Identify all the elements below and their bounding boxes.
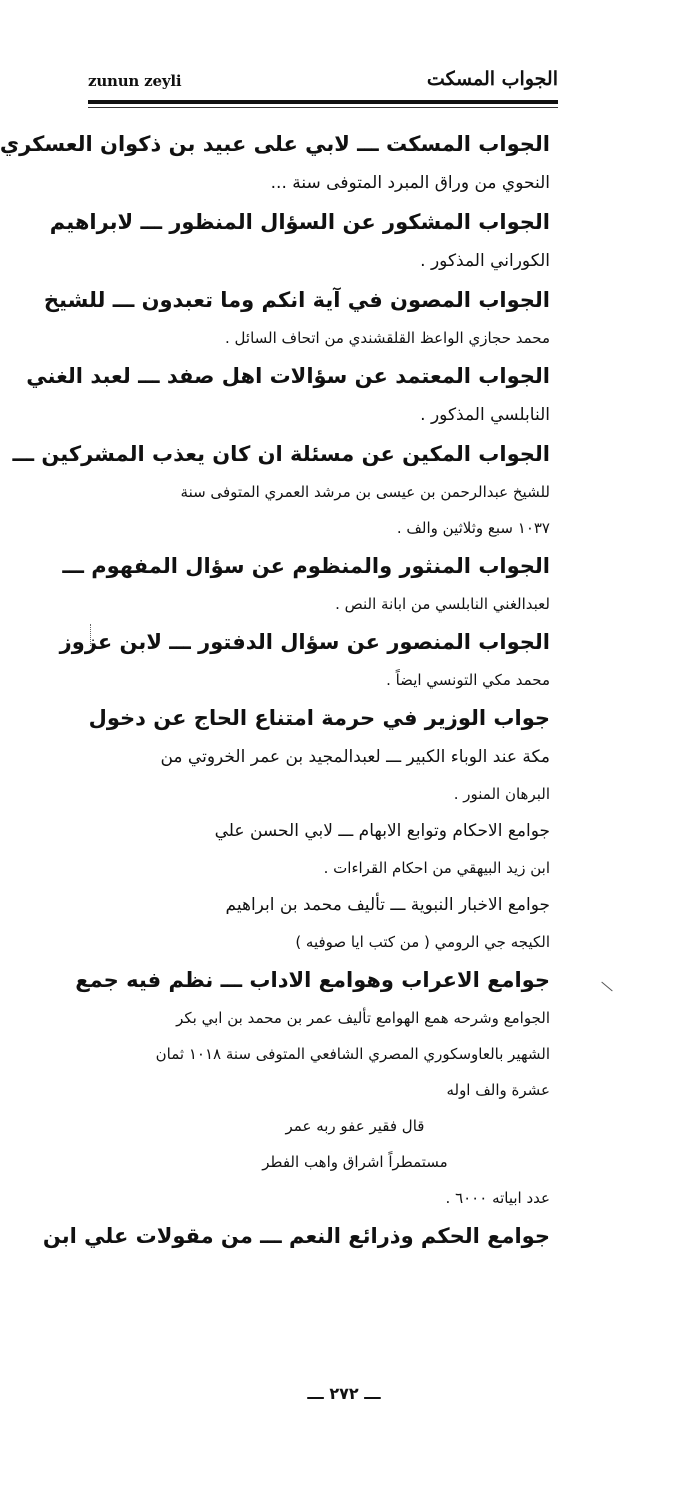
header-right-text: الجواب المسكت bbox=[426, 68, 558, 90]
entry-line: الجواب المسكت ـــ لابي على عبيد بن ذكوان العسكري bbox=[0, 132, 550, 156]
page-number: ـــ ٢٧٢ ـــ bbox=[307, 1384, 381, 1403]
verse-line-1: قال فقير عفو ربه عمر bbox=[285, 1117, 425, 1135]
verse-line-2: مستمطراً اشراق واهب الفطر bbox=[262, 1153, 448, 1171]
margin-mark bbox=[90, 624, 93, 646]
entry-line: الكيجه جي الرومي ( من كتب ايا صوفيه ) bbox=[295, 933, 550, 951]
entry-line: الجواب المصون في آية انكم وما تعبدون ـــ للشيخ bbox=[43, 288, 550, 312]
entry-line: لعبدالغني النابلسي من ابانة النص . bbox=[335, 595, 550, 613]
entry-line: الشهير بالعاوسكوري المصري الشافعي المتوفى سنة ١٠١٨ ثمان bbox=[155, 1045, 550, 1063]
count-block bbox=[100, 1180, 550, 1216]
entries-body bbox=[0, 124, 550, 1256]
verse-count: عدد ابياته ٦٠٠٠ . bbox=[445, 1189, 550, 1207]
entry-line: مكة عند الوباء الكبير ـــ لعبدالمجيد بن عمر الخروتي من bbox=[160, 747, 550, 767]
entry-line: جوامع الاخبار النبوية ـــ تأليف محمد بن ابراهيم bbox=[225, 895, 550, 915]
last-entry-line: جوامع الحكم وذرائع النعم ـــ من مقولات علي ابن bbox=[42, 1224, 550, 1248]
entry-line: ١٠٣٧ سبع وثلاثين والف . bbox=[396, 519, 550, 537]
entry-line: جواب الوزير في حرمة امتناع الحاج عن دخول bbox=[88, 706, 550, 730]
entry-line: ابن زيد البيهقي من احكام القراءات . bbox=[323, 859, 550, 877]
entry-line: الكوراني المذكور . bbox=[420, 251, 550, 271]
entry-line: محمد مكي التونسي ايضاً . bbox=[386, 671, 550, 689]
entry-line: جوامع الاحكام وتوابع الابهام ـــ لابي الحسن علي bbox=[214, 821, 550, 841]
entry-line: الجواب المعتمد عن سؤالات اهل صفد ـــ لعبد الغني bbox=[26, 364, 550, 388]
entry-line: محمد حجازي الواعظ القلقشندي من اتحاف السائل . bbox=[225, 329, 550, 347]
page-header bbox=[88, 70, 558, 100]
entry-line: الجواب المكين عن مسئلة ان كان يعذب المشركين ـــ bbox=[12, 442, 550, 466]
entry-line: جوامع الاعراب وهوامع الاداب ـــ نظم فيه جمع bbox=[75, 968, 550, 992]
margin-tick bbox=[601, 982, 612, 992]
entry-line: عشرة والف اوله bbox=[446, 1081, 550, 1099]
entry-line: الجواب المنثور والمنظوم عن سؤال المفهوم ـــ bbox=[62, 554, 550, 578]
entry-line: للشيخ عبدالرحمن بن عيسى بن مرشد العمري المتوفى سنة bbox=[180, 483, 550, 501]
entry-line: النابلسي المذكور . bbox=[420, 405, 550, 425]
entries-lines bbox=[0, 124, 550, 1108]
header-rule-thick bbox=[88, 100, 558, 104]
entry-line: الجواب المنصور عن سؤال الدفتور ـــ لابن عزوز bbox=[59, 630, 550, 654]
verse-block bbox=[100, 1108, 550, 1180]
header-rule-thin bbox=[88, 107, 558, 108]
header-left-text: zunun zeyli bbox=[88, 72, 182, 90]
entry-line: الجواب المشكور عن السؤال المنظور ـــ لابراهيم bbox=[49, 210, 550, 234]
entry-line: البرهان المنور . bbox=[453, 785, 550, 803]
entry-line: النحوي من وراق المبرد المتوفى سنة ... bbox=[270, 173, 550, 193]
entry-line: الجوامع وشرحه همع الهوامع تأليف عمر بن محمد بن ابي بكر bbox=[176, 1009, 550, 1027]
